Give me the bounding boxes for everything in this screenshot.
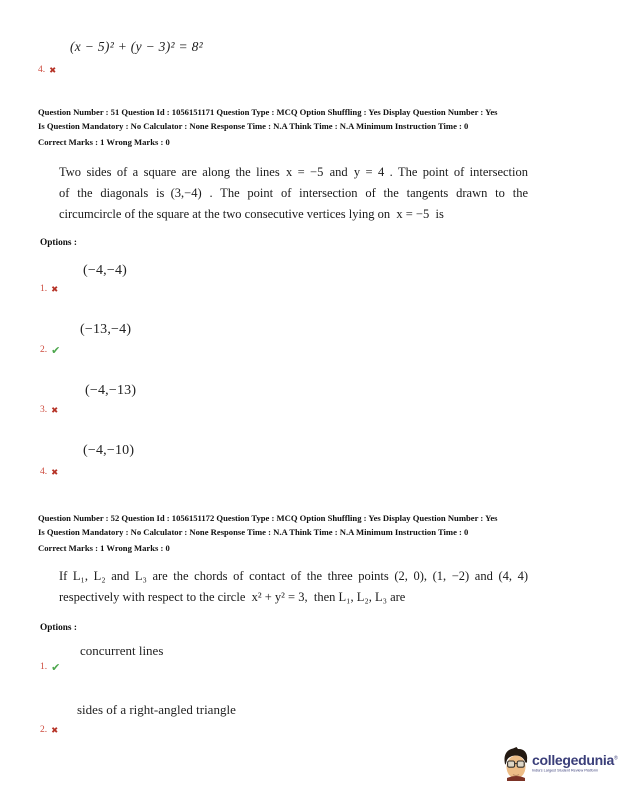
wrong-mark-icon: ✖: [51, 405, 59, 416]
option-number: 2.: [40, 725, 48, 735]
collegedunia-logo: [503, 747, 639, 786]
q51-header-line-1: Question Number : 51 Question Id : 1056151171 Question Type : MCQ Option Shuffling : Yes Display Question Number : Yes: [38, 107, 498, 117]
q52-marks-line: Correct Marks : 1 Wrong Marks : 0: [38, 543, 170, 553]
q52-option-1-text: concurrent lines: [80, 643, 164, 658]
q52-header-line-1: Question Number : 52 Question Id : 1056151172 Question Type : MCQ Option Shuffling : Yes Display Question Number : Yes: [38, 513, 498, 523]
q51-header-line-2: Is Question Mandatory : No Calculator : None Response Time : N.A Think Time : N.A Minimum Instruction Time : 0: [38, 121, 469, 131]
brand-text: collegedunia: [532, 752, 614, 768]
wrong-mark-icon: ✖: [49, 65, 57, 76]
wrong-mark-icon: ✖: [51, 467, 59, 478]
collegedunia-mascot-icon: [503, 747, 529, 786]
option-number: 1.: [40, 284, 48, 294]
q52-option-1-mark-row: [40, 662, 60, 673]
q51-option-4-text: (−4,−10): [83, 443, 135, 458]
q51-option-1-mark-row: [40, 285, 58, 295]
prev-question-option-equation: (x − 5)² + (y − 3)² = 8²: [70, 39, 203, 54]
collegedunia-wordmark: [532, 753, 639, 767]
question-51-text: [59, 162, 528, 225]
q52-option-2-mark-row: [40, 726, 58, 736]
q52-text-line: If L₁, L₂ and L₃ are the chords of contact of the three points (2, 0), (1, −2) and (4, 4): [59, 569, 528, 583]
option-number: 4.: [38, 65, 46, 75]
registered-mark: ®: [613, 755, 618, 762]
q51-text-line: of the diagonals is (3,−4) . The point of intersection of the tangents drawn to the: [59, 186, 528, 200]
option-number: 2.: [40, 344, 48, 355]
q52-header-line-2: Is Question Mandatory : No Calculator : None Response Time : N.A Think Time : N.A Minimum Instruction Time : 0: [38, 527, 469, 537]
correct-mark-icon: ✔: [51, 344, 61, 357]
q51-option-3-mark-row: [40, 406, 58, 416]
q51-option-2-mark-row: [40, 345, 60, 356]
wrong-mark-icon: ✖: [51, 725, 59, 736]
q51-option-2-text: (−13,−4): [80, 322, 132, 337]
q52-option-2-text: sides of a right-angled triangle: [77, 702, 236, 717]
option-number: 3.: [40, 405, 48, 415]
q51-option-1-text: (−4,−4): [83, 263, 128, 278]
q51-option-3-text: (−4,−13): [85, 383, 137, 398]
q51-option-4-mark-row: [40, 468, 58, 478]
option-number: 1.: [40, 661, 48, 672]
q51-text-line: Two sides of a square are along the lines x = −5 and y = 4 . The point of intersection: [59, 165, 528, 179]
collegedunia-wordmark-block: [532, 747, 639, 775]
question-52-text: [59, 566, 528, 608]
q52-text-line: respectively with respect to the circle x² + y² = 3, then L₁, L₂, L₃ are: [59, 590, 406, 604]
q52-options-label: Options :: [40, 623, 77, 633]
option-number: 4.: [40, 467, 48, 477]
q51-text-line: circumcircle of the square at the two consecutive vertices lying on x = −5 is: [59, 207, 444, 221]
q51-options-label: Options :: [40, 238, 77, 248]
question-52-metadata-header: [38, 511, 498, 555]
logo-tagline: India's Largest Student Review Platform: [532, 769, 599, 773]
wrong-mark-icon: ✖: [51, 284, 59, 295]
question-51-metadata-header: [38, 105, 498, 149]
prev-option-4-mark-row: [38, 66, 56, 76]
correct-mark-icon: ✔: [51, 661, 61, 674]
q51-marks-line: Correct Marks : 1 Wrong Marks : 0: [38, 137, 170, 147]
